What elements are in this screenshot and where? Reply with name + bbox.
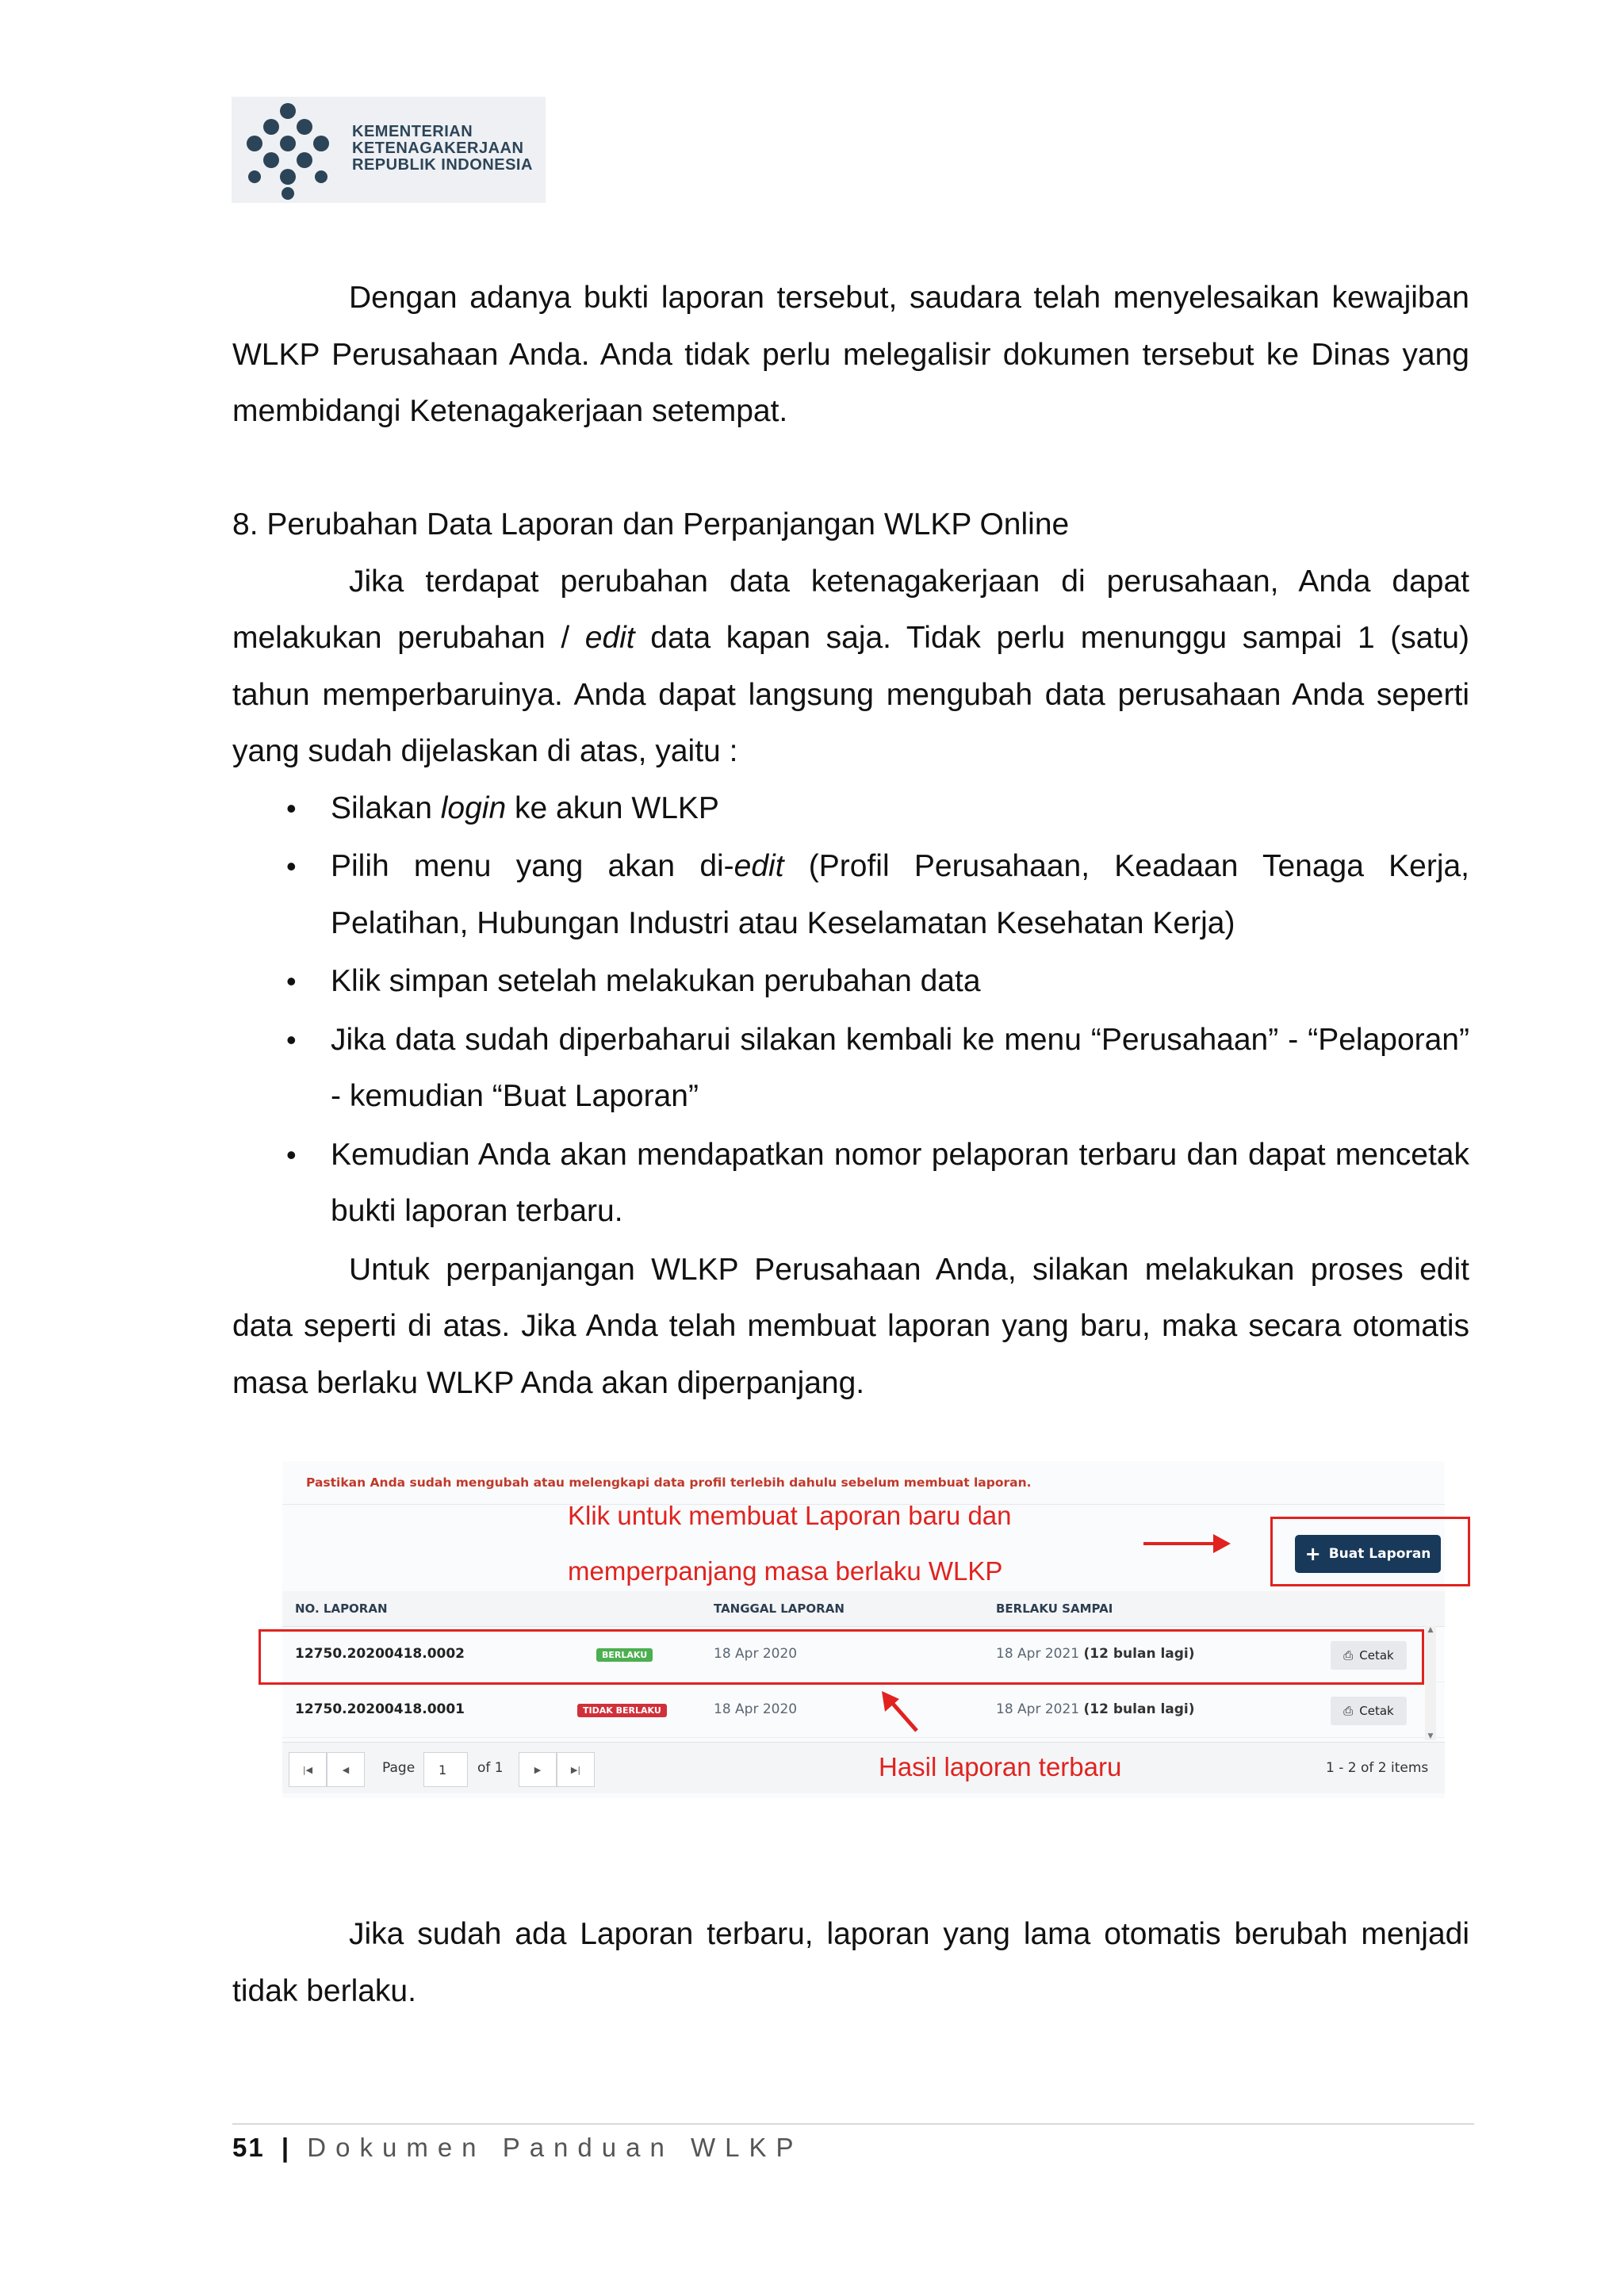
table-row[interactable]: 12750.20200418.0001 TIDAK BERLAKU 18 Apr 2020 18 Apr 2021 (12 bulan lagi) ⎙ Cetak [282,1683,1445,1738]
footer-divider [232,2123,1474,2125]
paragraph: Untuk perpanjangan WLKP Perusahaan Anda, silakan melakukan proses edit data seperti di atas. Jika Anda telah membuat laporan yang baru, maka secara otomatis masa berlaku WLKP Anda akan diperpanjang. [232,1252,1469,1400]
document-body [232,270,1469,1411]
bullet-list [232,780,1469,1240]
page-total: of 1 [477,1760,504,1776]
cetak-button[interactable]: ⎙ Cetak [1331,1697,1407,1725]
printer-icon: ⎙ [1343,1648,1354,1663]
footer-separator: | [281,2133,291,2162]
section-heading: 8. Perubahan Data Laporan dan Perpanjangan WLKP Online [232,507,1070,541]
status-badge: TIDAK BERLAKU [577,1704,667,1717]
paragraph: Dengan adanya bukti laporan tersebut, saudara telah menyelesaikan kewajiban WLKP Perusahaan Anda. Anda tidak perlu melegalisir dokumen tersebut ke Dinas yang membidangi Ketenagakerjaan setempat. [232,281,1469,428]
first-page-icon[interactable]: |◀ [289,1752,327,1787]
page-footer [232,2133,803,2163]
paragraph: Jika sudah ada Laporan terbaru, laporan yang lama otomatis berubah menjadi tidak berlaku. [232,1917,1469,2008]
last-page-icon[interactable]: ▶| [557,1752,595,1787]
row-highlight [259,1629,1424,1685]
next-page-icon[interactable]: ▶ [519,1752,557,1787]
list-item: • Pilih menu yang akan di-edit (Profil Perusahaan, Keadaan Tenaga Kerja, Pelatihan, Hubungan Industri atau Keselamatan Kesehatan Kerja) [286,849,1470,940]
printer-icon: ⎙ [1343,1704,1354,1718]
column-header: TANGGAL LAPORAN [714,1601,845,1616]
list-item: • Klik simpan setelah melakukan perubahan data [286,964,981,998]
buat-laporan-button[interactable]: + Buat Laporan [1295,1535,1441,1573]
list-item: • Silakan login ke akun WLKP [286,790,719,825]
list-item: • Kemudian Anda akan mendapatkan nomor pelaporan terbaru dan dapat mencetak bukti laporan terbaru. [286,1137,1469,1228]
button-highlight [1270,1517,1470,1586]
ministry-logo [232,97,546,203]
column-header: NO. LAPORAN [295,1601,388,1616]
column-header: BERLAKU SAMPAI [996,1601,1113,1616]
annotation-text: memperpanjang masa berlaku WLKP [568,1556,1003,1586]
items-count: 1 - 2 of 2 items [1326,1760,1429,1776]
footer-title: Dokumen Panduan WLKP [307,2133,803,2162]
page-input[interactable]: 1 [423,1752,468,1787]
ministry-emblem-icon [236,100,339,201]
page-number: 51 [232,2133,265,2162]
status-badge: BERLAKU [596,1648,653,1662]
annotation-text: Hasil laporan terbaru [879,1752,1122,1781]
table-header [282,1591,1445,1627]
paragraph: Jika terdapat perubahan data ketenagakerjaan di perusahaan, Anda dapat melakukan perubahan / edit data kapan saja. Tidak perlu menunggu sampai 1 (satu) tahun memperbaruinya. Anda dapat langsung mengubah data perusahaan Anda seperti yang sudah dijelaskan di atas, yaitu : [232,564,1470,768]
embedded-screenshot [282,1461,1445,1798]
table-scrollbar[interactable] [1425,1626,1436,1740]
scroll-up-icon[interactable]: ▲ [1427,1626,1434,1634]
scroll-down-icon[interactable]: ▼ [1427,1732,1434,1740]
list-item: • Jika data sudah diperbaharui silakan kembali ke menu “Perusahaan” - “Pelaporan” - kemudian “Buat Laporan” [286,1022,1469,1113]
page-label: Page [382,1760,416,1776]
annotation-text: Klik untuk membuat Laporan baru dan [568,1501,1012,1530]
cetak-button[interactable]: ⎙ Cetak [1331,1641,1407,1670]
table-row[interactable]: 12750.20200418.0002 BERLAKU 18 Apr 2020 18 Apr 2021 (12 bulan lagi) ⎙ Cetak [282,1628,1445,1682]
warning-text: Pastikan Anda sudah mengubah atau melengkapi data profil terlebih dahulu sebelum membuat laporan. [306,1475,1032,1490]
document-body-end [232,1906,1469,2019]
ministry-logo-text: KEMENTERIAN KETENAGAKERJAAN REPUBLIK INDONESIA [352,123,533,174]
prev-page-icon[interactable]: ◀ [327,1752,365,1787]
pagination [282,1742,1445,1793]
plus-icon: + [1304,1543,1321,1565]
